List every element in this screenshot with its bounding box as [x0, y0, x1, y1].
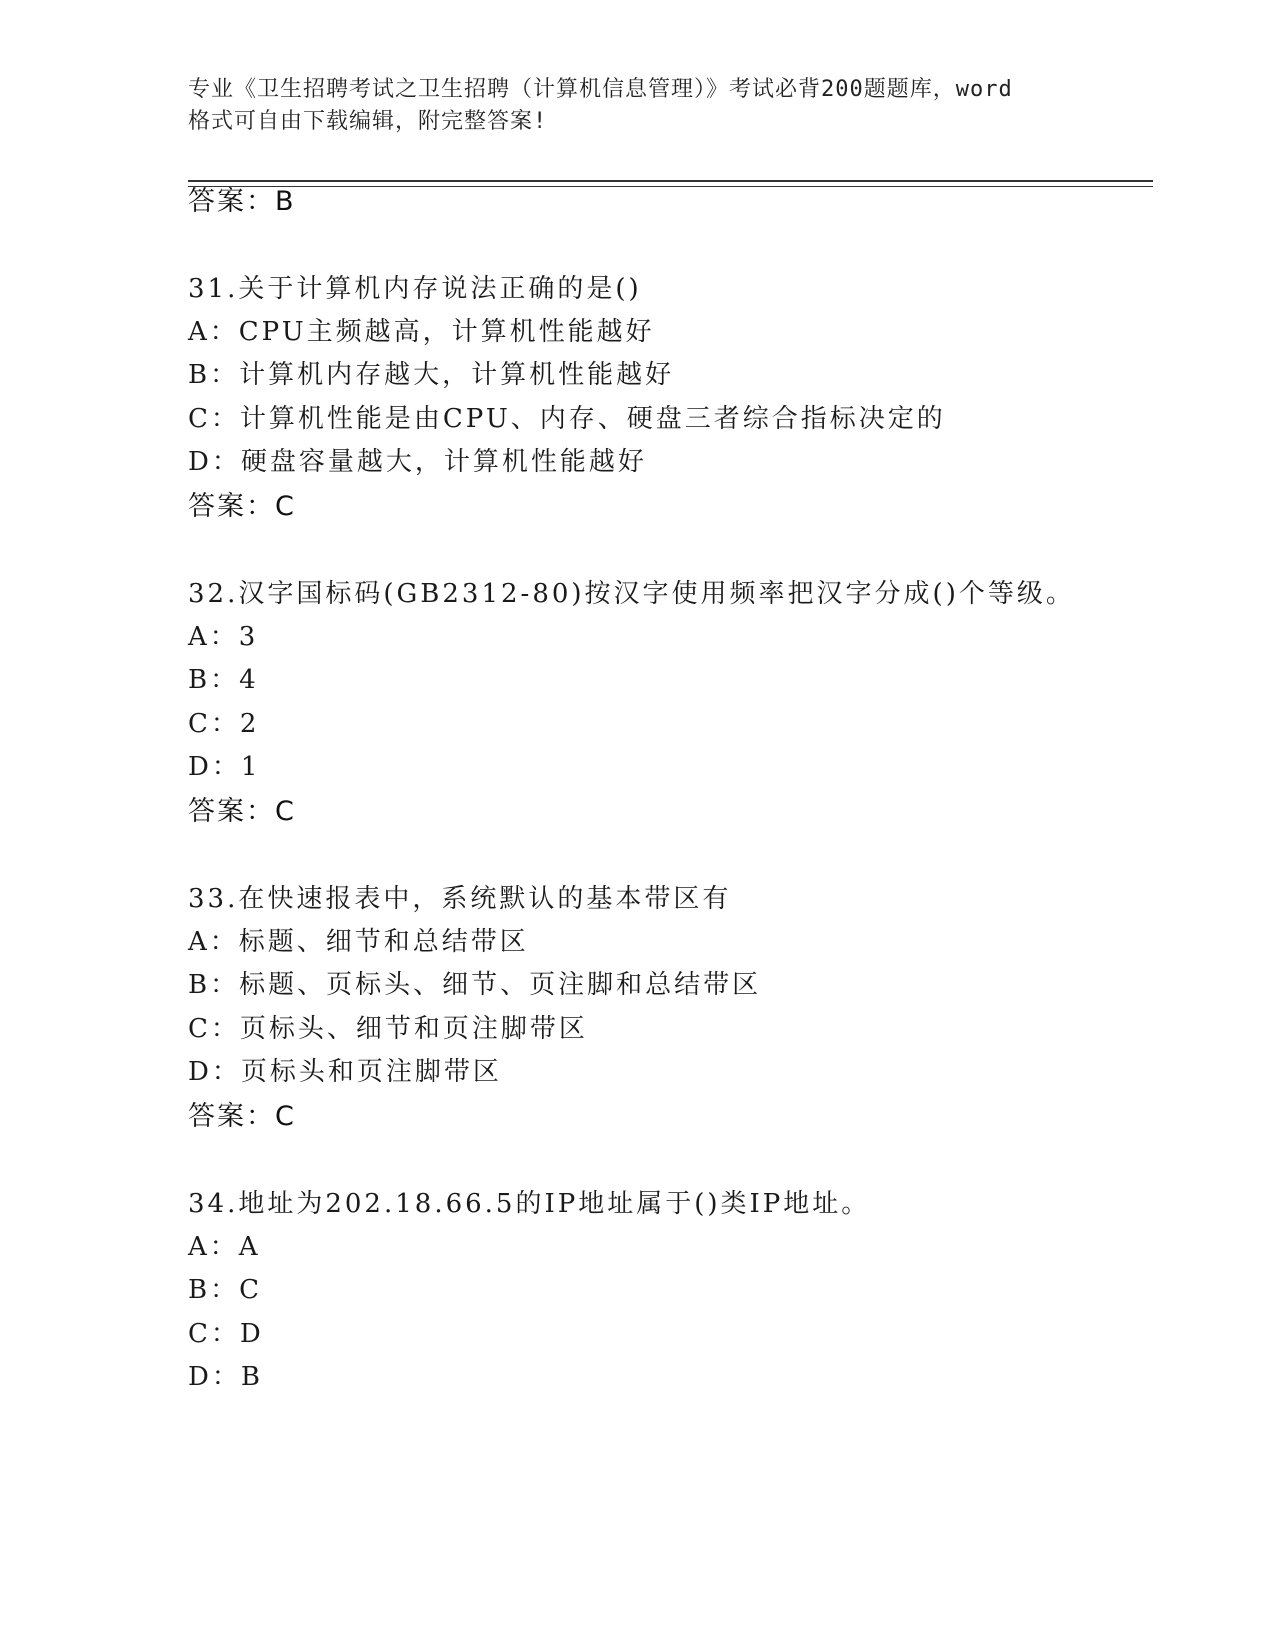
question-34-option-b: B：C — [188, 1275, 263, 1305]
question-34-stem: 34.地址为202.18.66.5的IP地址属于()类IP地址。 — [188, 1189, 871, 1219]
header-line-2: 格式可自由下载编辑，附完整答案! — [188, 109, 548, 134]
question-32-stem: 32.汉字国标码(GB2312-80)按汉字使用频率把汉字分成()个等级。 — [188, 579, 1075, 609]
question-33-option-c: C：页标头、细节和页注脚带区 — [188, 1014, 588, 1044]
question-32-option-d: D：1 — [188, 752, 261, 782]
question-33-option-a: A：标题、细节和总结带区 — [188, 927, 529, 957]
question-33-answer: 答案：C — [188, 1101, 296, 1132]
question-31-option-b: B：计算机内存越大，计算机性能越好 — [188, 360, 675, 390]
prev-answer: 答案：B — [188, 186, 296, 217]
question-31-answer: 答案：C — [188, 491, 296, 522]
question-33-option-b: B：标题、页标头、细节、页注脚和总结带区 — [188, 970, 762, 1000]
question-32-option-c: C：2 — [188, 709, 260, 739]
question-31-option-a: A：CPU主频越高，计算机性能越好 — [188, 317, 655, 347]
question-31-option-d: D：硬盘容量越大，计算机性能越好 — [188, 447, 647, 477]
header-divider-thin — [188, 186, 1153, 187]
document-header — [188, 74, 1088, 138]
header-line-1: 专业《卫生招聘考试之卫生招聘（计算机信息管理）》考试必背200题题库，word — [188, 77, 1013, 102]
question-31-option-c: C：计算机性能是由CPU、内存、硬盘三者综合指标决定的 — [188, 404, 946, 434]
header-divider-thick — [188, 180, 1153, 182]
question-33-stem: 33.在快速报表中，系统默认的基本带区有 — [188, 884, 732, 914]
question-34-option-c: C：D — [188, 1319, 264, 1349]
question-32-option-a: A：3 — [188, 622, 259, 652]
question-32-answer: 答案：C — [188, 796, 296, 827]
question-34-option-d: D：B — [188, 1362, 263, 1392]
question-32-option-b: B：4 — [188, 665, 259, 695]
question-31-stem: 31.关于计算机内存说法正确的是() — [188, 274, 642, 304]
question-34-option-a: A：A — [188, 1232, 261, 1262]
question-33-option-d: D：页标头和页注脚带区 — [188, 1057, 502, 1087]
